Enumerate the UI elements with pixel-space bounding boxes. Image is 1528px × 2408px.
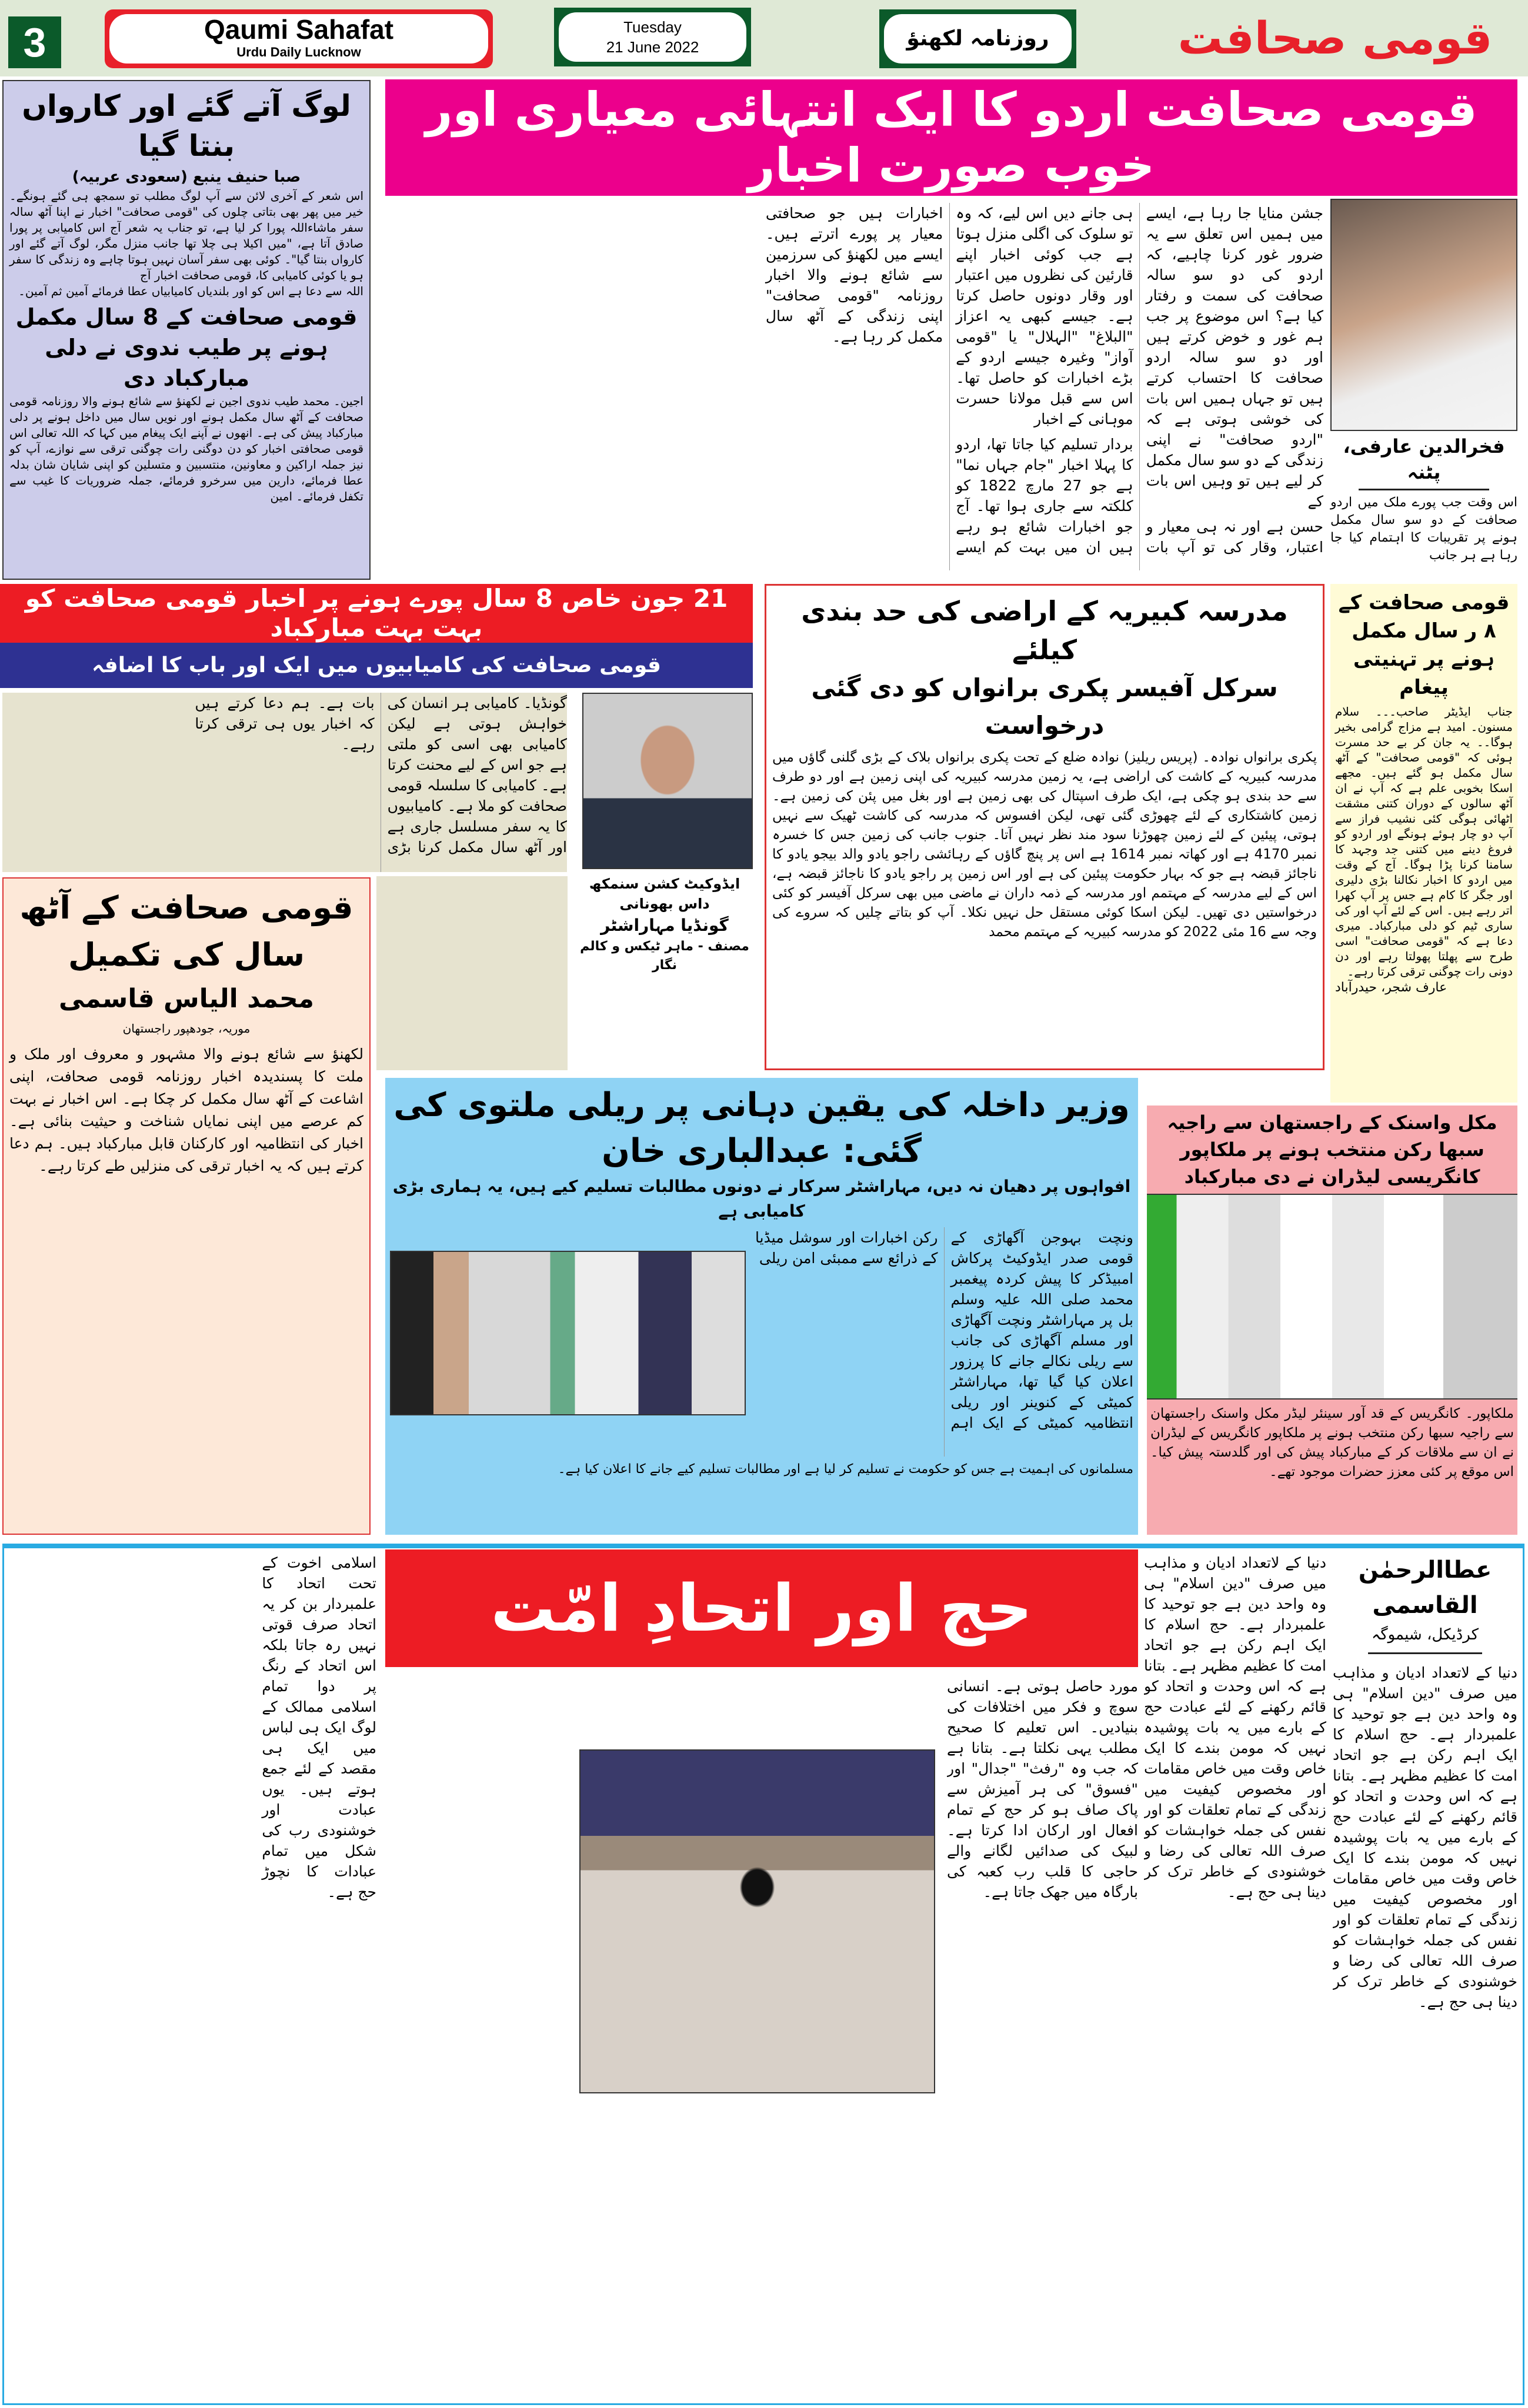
english-title-box — [105, 9, 493, 68]
closing: اللہ سے دعا ہے اس کو اور بلندیاں کامیابیاں عطا فرمائے آمین ثم آمین۔ — [18, 284, 363, 298]
advocate-block — [576, 693, 753, 975]
body: جناب ایڈیٹر صاحب۔۔۔ سلام مسنون۔ امید ہے مزاج گرامی بخیر ہوگا۔۔ یہ جان کر بے حد مسرت ہوئی کہ "قومی صحافت" کے آٹھ سال مکمل ہو گئے ہیں۔ مجھے اسکا بخوبی علم ہے کہ آپ نے ان آٹھ سالوں کے دوران کتنی مشقت اٹھائی ہوگی کئی نشیب فراز سے آپ دو چار ہوئے ہونگے اور اردو کو فروغ دینے میں کتنی جد وجہد کا سامنا کرنا پڑا ہوگا۔ آج کے وقت میں اردو کا اخبار نکالنا بڑی دلیری اور جگر کا کام ہے جس پر آپ کھرا اتر رہے ہیں۔ اس کے لئے آپ اور کی ساری ٹیم کو دلی مبارکباد۔ میری دعا ہے کہ "قومی صحافت" اسی طرح سے پھلتا پھولتا رہے اور دن دونی رات چوگنی ترقی کرتا رہے۔ — [1335, 704, 1513, 978]
date: 21 June 2022 — [606, 38, 699, 56]
caption-1: ایڈوکیٹ کشن سنمکھ داس بھونانی — [589, 876, 740, 912]
headline-2: قومی صحافت کے 8 سال مکمل ہونے پر طیب ندوی نے دلی مبارکباد دی — [15, 304, 358, 391]
mecca-photo — [579, 1749, 935, 2093]
paragraph: گونڈیا۔ کامیابی ہر انسان کی خواہش ہوتی ہے لیکن کامیابی بھی اسی کو ملتی ہے جو اس کے لیے محنت کرتا ہے۔ کامیابی کا سلسلہ قومی صحافت کو ملا ہے۔ کامیابیوں کا یہ سفر مسلسل جاری ہے اور آٹھ سال مکمل کرنا بڑی بات ہے۔ ہم دعا کرتے ہیں کہ اخبار یوں ہی ترقی کرتا رہے۔ — [195, 694, 567, 856]
author-intro: اس وقت جب پورے ملک میں اردو صحافت کے دو سو سال مکمل ہونے پر تقریبات کا اہتمام کیا جا رہا ہے ہر جانب — [1330, 495, 1517, 563]
hajj-author: عطاالرحمٰن القاسمی — [1358, 1557, 1492, 1619]
hajj-body-center — [947, 1676, 1138, 2399]
article-left-top — [2, 80, 371, 580]
article-madarsa — [765, 584, 1325, 1070]
body: اس شعر کے آخری لائن سے آپ لوگ مطلب تو سمجھ ہی گئے ہونگے۔ خیر میں پھر بھی بتاتی چلوں کی "قومی صحافت" اخبار نے اپنا آٹھ سالہ سفر ماشاءاللہ پورا کر لیا ہے، تو جناب یہ شعر آج اس کامیابی پر پورا صادق آتا ہے، "میں اکیلا ہی چلا تھا جانب منزل مگر، لوگ آتے گئے اور کارواں بنتا گیا"۔ کوئی بھی سفر آسان نہیں ہوتا چاہے وہ زندگی کا سفر ہو یا کوئی کامیابی کا، قومی صحافت اخبار آج — [9, 189, 363, 282]
hajj-headline — [385, 1549, 1138, 1667]
body: لکھنؤ سے شائع ہونے والا مشہور و معروف اور ملک و ملت کا پسندیدہ اخبار روزنامہ قومی صحافت، اپنی اشاعت کے آٹھ سال مکمل کر چکا ہے۔ اس اخبار نے بہت کم عرصے میں اپنی نمایاں شناخت و حیثیت بنائی ہے۔ اخبار کی انتظامیہ اور کارکنان قابل مبارکباد ہیں۔ ہم دعا کرتے ہیں کہ یہ اخبار ترقی کی منزلیں طے کرتا رہے۔ — [9, 1046, 363, 1174]
headline: وزیر داخلہ کی یقین دہانی پر ریلی ملتوی کی گئی: عبدالباری خان — [393, 1086, 1130, 1170]
caption-3: مصنف - ماہر ٹیکس و کالم نگار — [580, 939, 749, 973]
day: Tuesday — [623, 18, 682, 36]
divider — [1359, 489, 1489, 490]
byline: صبا حنیف ینبع (سعودی عربیہ) — [72, 168, 301, 186]
body-2: اجین۔ محمد طیب ندوی اجین نے لکھنؤ سے شائع ہونے والا روزنامہ قومی صحافت کے آٹھ سال مکمل ہونے اور نویں سال میں داخل ہونے پر دلی مبارکباد پیش کی ہے۔ انھوں نے آپنے ایک پیغام میں کہا کہ اللہ تعالی اس قومی صحافتی اخبار کو دن دوگنی رات چوگنی ترقی سے نوازے، آپ کو نیز جملہ اراکین و معاونین، منتسبین و متسلین کو اپنی شایان شان بدلہ عطا فرمائے، دارین میں سرخرو فرمائے، جملہ ضروریات کا غیب سے تکفل فرمائے۔ امین — [9, 394, 363, 503]
caption-2: گونڈیا مہاراشٹر — [600, 916, 729, 935]
paragraph: ونچت بہوجن آگھاڑی کے قومی صدر ایڈوکیٹ پرکاش امبیڈکر کا پیش کردہ پیغمبر محمد صلی اللہ علیہ وسلم بل پر مہاراشٹر ونچت آگھاڑی اور مسلم آگھاڑی کی جانب سے ریلی نکالے جانے کا پرزور اعلان کیا گیا تھا، مہاراشٹر کمیٹی کے کنوینر اور ریلی انتظامیہ کمیٹی کے ایک اہم رکن اخبارات اور سوشل میڈیا کے ذرائع سے ممبئی امن ریلی — [755, 1229, 1133, 1431]
paragraph: دنیا کے لاتعداد ادیان و مذاہب میں صرف "دین اسلام" ہی وہ واحد دین ہے جو توحید کا علمبردار ہے۔ حج اسلام کا ایک اہم رکن ہے جو اتحاد امت کا عظیم مظہر ہے۔ بتانا ہے کہ اس وحدت و اتحاد کو قائم رکھنے کے لئے عبادت حج کے بارے میں یہ بات پوشیدہ نہیں کہ مومن بندے کا ایک خاص وقت میں خاص مقامات اور مخصوص کیفیت میں زندگی کے تمام تعلقات کو اور نفس کی جملہ خواہشات کو صرف اللہ تعالی کی رضا و خوشنودی کے خاطر ترک کر دینا ہی حج ہے۔ — [1144, 1554, 1326, 1901]
main-headline — [385, 79, 1517, 196]
headline-1: مدرسہ کبیریہ کے اراضی کی حد بندی کیلئے — [801, 595, 1288, 666]
signature: عارف شجر، حیدرآباد — [1335, 980, 1447, 995]
author: محمد الیاس قاسمی — [59, 984, 314, 1014]
author-name: فخرالدین عارفی، پٹنہ — [1343, 435, 1505, 483]
body: پکری برانواں نوادہ۔ (پریس ریلیز) نوادہ ضلع کے تحت پکری برانواں بلاک کے بڑی گلنی گاؤں میں مدرسہ کبیریہ کے کاشت کی اراضی ہے، یہ زمین مدرسہ کبیریہ کی اپنی زمین ہے اور دو طرف سے حد بندی ہو چکی ہے، ایک طرف اسپتال کی بھی زمین ہے اور بغل میں پئن کی زمین ہے۔ زمین کاشتکاری کے لئے چھوڑی گئی تھی، لیکن افسوس کہ مدرسہ کی کاشت ٹھیک سے نہیں ہوتی، پیئین کے لئے زمین چھوڑنا سود مند نظر نہیں آتا۔ جنوب جانب کی زمین جس کا خسرہ نمبر 4170 ہے اور کھاتہ نمبر 1614 ہے اس پر پنچ گاؤں کے رہائشی راجو یادو والد بیجو یادو کا ناجائز قبضہ ہے جو کہ بہار حکومت پیئین کی ہے اور اس زمین پر راجو یادو کا ناجائز قبضہ ہے، اس کے لیے مدرسہ کے مہتمم اور مدرسہ کے ذمہ داران نے ماضی میں بھی سرکل آفیسر کو کئی درخواستیں دی تھیں۔ لیکن اسکا کوئی مستقل حل نہیں نکلا۔ آپ کو بتاتے چلیں کہ سروے کی وجہ سے 16 مئی 2022 کو مدرسہ کبیریہ کے مہتمم محمد — [772, 750, 1317, 940]
roznama-box — [879, 9, 1076, 68]
rally-photo — [390, 1251, 746, 1415]
banner-blue — [0, 643, 753, 688]
paragraph: مورد حاصل ہوتی ہے۔ انسانی سوچ و فکر میں اختلافات کی بنیادیں۔ اس تعلیم کا صحیح مطلب یہی نکلتا ہے۔ بتانا ہے کہ جب وہ "رفث" "جدال" اور "فسوق" کی ہر آمیزش سے پاک صاف ہو کر حج کے تمام افعال اور ارکان ادا کرتا ہے۔ لبیک کی صدائیں لگانے والے حاجی کا قلب رب کعبہ کی بارگاہ میں جھک جاتا ہے۔ — [947, 1678, 1138, 1901]
banner-red — [0, 584, 753, 643]
headline: قومی صحافت کے آٹھ سال کی تکمیل — [19, 889, 353, 973]
subtitle-en: Urdu Daily Lucknow — [236, 45, 361, 59]
headline: لوگ آتے گئے اور کارواں بنتا گیا — [22, 89, 351, 163]
footer: مسلمانوں کی اہمیت ہے جس کو حکومت نے تسلیم کر لیا ہے اور مطالبات تسلیم کیے جانے کا اعلان کیا ہے۔ — [558, 1462, 1133, 1477]
main-headline-text: قومی صحافت اردو کا ایک انتہائی معیاری اور خوب صورت اخبار — [425, 82, 1477, 193]
banner-red-text: 21 جون خاص 8 سال پورے ہونے پر اخبار قومی صحافت کو بہت بہت مبارکباد — [25, 584, 728, 642]
body: ملکاپور۔ کانگریس کے قد آور سینئر لیڈر مکل واسنک راجستھان سے راجیہ سبھا رکن منتخب ہونے پر ملکاپور کانگریس کے لیڈران نے ان سے ملاقات کر کے مبارکباد پیش کی اور گلدستہ پیش کیا۔ اس موقع پر کئی معزز حضرات موجود تھے۔ — [1150, 1406, 1514, 1479]
banner-side — [376, 876, 568, 1070]
article-yellow — [1330, 584, 1517, 1103]
banner-body — [2, 693, 567, 872]
hajj-headline-text: حج اور اتحادِ امّت — [491, 1571, 1033, 1646]
author-photo — [1330, 199, 1517, 431]
body — [755, 1227, 1133, 1457]
hajj-body-side — [1333, 1662, 1517, 2368]
headline: مکل واسنک کے راجستھان سے راجیہ سبھا رکن منتخب ہونے پر ملکاپور کانگریسی لیڈران نے دی مبارکباد — [1167, 1111, 1497, 1188]
place: موریہ، جودھپور راجستھان — [122, 1021, 251, 1036]
paragraph: جشن منایا جا رہا ہے، ایسے میں ہمیں اس تعلق سے یہ ضرور غور کرنا چاہیے، کہ اردو کی دو سو سالہ صحافت کی سمت و رفتار کیا ہے؟ اس موضوع پر جب ہم غور و خوض کرتے ہیں اور دو سو سالہ اردو صحافت کا احتساب کرتے ہیں تو جہاں ہمیں اس بات کی خوشی ہوتی ہے کہ "اردو صحافت" نے اپنی زندگی کے دو سو سال مکمل کر لیے ہیں تو وہیں اس بات کے — [1146, 205, 1323, 510]
hajj-body-left — [7, 1552, 376, 2399]
paragraph: بردار تسلیم کیا جاتا تھا، اردو کا پہلا اخبار "جام جہاں نما" ہے جو 27 مارچ 1822 کو کلکتہ سے جاری ہوا تھا۔ آج جو اخبارات شائع ہو رہے ہیں ان میں بہت کم ایسے اخبارات ہیں جو صحافتی معیار پر پورے اترتے ہیں۔ ایسے میں لکھنؤ کی سرزمین سے شائع ہونے والا اخبار روزنامہ "قومی صحافت" اپنی زندگی کے آٹھ سال مکمل کر رہا ہے۔ — [765, 205, 1133, 556]
article-wasnik — [1147, 1106, 1517, 1535]
headline-2: سرکل آفیسر پکری برانواں کو دی گئی درخواست — [811, 673, 1278, 740]
banner-blue-text: قومی صحافت کی کامیابیوں میں ایک اور باب کا اضافہ — [92, 653, 661, 677]
hajj-place: کرڈیکل، شیموگہ — [1372, 1626, 1479, 1644]
wasnik-photo — [1147, 1194, 1517, 1400]
roznama-label: روزنامہ لکھنؤ — [884, 14, 1072, 64]
article-rally — [385, 1078, 1138, 1535]
divider — [1368, 1652, 1482, 1654]
hajj-author-block — [1333, 1552, 1517, 2368]
paragraph: اسلامی اخوت کے تحت اتحاد کا علمبردار بن کر یہ اتحاد صرف قوتی نہیں رہ جاتا بلکہ اس اتحاد کے رنگ پر دوا تمام اسلامی ممالک کے لوگ ایک ہی لباس میں ایک ہی مقصد کے لئے جمع ہوتے ہیں۔ یوں عبادت اور خوشنودی رب کی شکل میں تمام عبادات کا نچوڑ حج ہے۔ — [262, 1554, 376, 1901]
logo-urdu: قومی صحافت — [1177, 12, 1493, 64]
page-number: 3 — [8, 16, 61, 68]
article-peach — [2, 877, 371, 1535]
hajj-body-right — [1144, 1552, 1326, 2399]
main-body — [385, 203, 1323, 570]
main-author-block — [1330, 199, 1517, 565]
subhead: افواہوں پر دھیان نہ دیں، مہاراشٹر سرکار نے دونوں مطالبات تسلیم کیے ہیں، یہ ہماری بڑی کامیابی ہے — [392, 1177, 1131, 1221]
title-en: Qaumi Sahafat — [203, 14, 394, 45]
paragraph: دنیا کے لاتعداد ادیان و مذاہب میں صرف "دین اسلام" ہی وہ واحد دین ہے جو توحید کا علمبردار ہے۔ حج اسلام کا ایک اہم رکن ہے جو اتحاد امت کا عظیم مظہر ہے۔ بتانا ہے کہ اس وحدت و اتحاد کو قائم رکھنے کے لئے عبادت حج کے بارے میں یہ بات پوشیدہ نہیں کہ مومن بندے کا ایک خاص وقت میں خاص مقامات اور مخصوص کیفیت میں زندگی کے تمام تعلقات کو اور نفس کی جملہ خواہشات کو صرف اللہ تعالی کی رضا و خوشنودی کے خاطر ترک کر دینا ہی حج ہے۔ — [1333, 1664, 1517, 2010]
advocate-photo — [582, 693, 753, 869]
headline: قومی صحافت کے ۸ ر سال مکمل ہونے پر تہنیتی پیغام — [1338, 591, 1510, 699]
rally-row — [390, 1227, 1133, 1457]
date-box — [554, 8, 751, 66]
paragraph: حسن ہے اور نہ ہی معیار و اعتبار، وقار کی تو آپ بات ہی جانے دیں اس لیے، کہ وہ تو سلوک کی اگلی منزل ہوتا ہے جب کوئی اخبار اپنے قارئین کی نظروں میں اعتبار اور وقار دونوں حاصل کرتا ہے۔ جیسے کبھی یہ اعزاز "البلاغ" "الہلال" یا "قومی آواز" وغیرہ جیسے اردو کے بڑے اخبارات کو حاصل تھا۔ اس سے قبل مولانا حسرت موہانی کے اخبار — [956, 205, 1323, 556]
